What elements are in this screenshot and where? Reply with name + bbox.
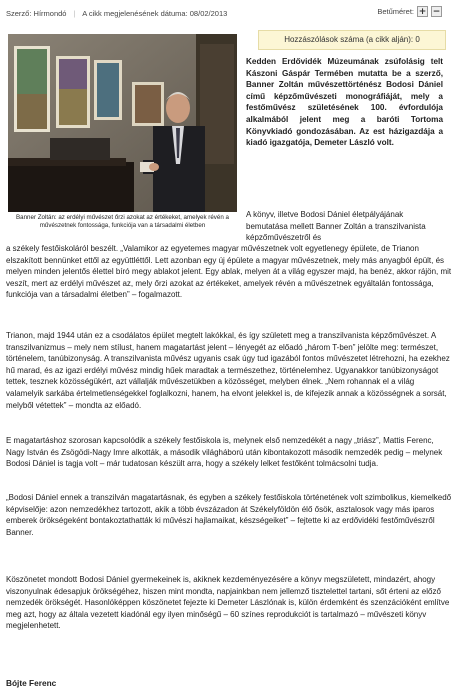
paragraph-3: E magatartáshoz szorosan kapcsolódik a székely festőiskola is, melynek első nemzedékét a nagy „triász”, Mattis Ferenc, Nagy István és Zsögödi-Nagy Imre alkották, a második világháború után kibontakozott második nemzedék pedig – melynek Bodosi Dániel is tagja volt – már tudatosan készült arra, hogy a székely lelket festőként tolmácsolni tudja.: [6, 436, 443, 469]
paragraph-5: Köszönetet mondott Bodosi Dániel gyermekeinek is, akiknek kezdeményezésére a könyv megszületett, mindazért, ahogy viszonyulnak édesapjuk örökségéhez, hiszen mint mondta, napjainkban nem jellemző tisztelettel tartani, sőt érteni az előző nemzedék örökségét. Hasonlóképpen köszönetet fejezte ki Demeter Lászlónak is, külön érdemként és szenzációként említve meg azt, hogy az általa vezetett kiadónál egy ilyen minőségű – 60 színes reprodukciót is tartalmazó – művészeti könyv megjelenhetett.: [6, 575, 450, 631]
font-increase-button[interactable]: +: [418, 7, 427, 17]
photo-caption: Banner Zoltán: az erdélyi művészet őrzi azokat az értékeket, amelyek révén a művészetnek fontossága, funkciója van a társadalmi életben: [16, 214, 229, 229]
paragraph-4: „Bodosi Dániel ennek a transzilván magatartásnak, és egyben a székely festőiskola történetének volt szimbolikus, kiemelkedő képviselője: azon nemzedékhez tartozott, akik a több évszázadon át Székelyföldön élő ősök, asztalosok vagy más iparos emberek örökségeként bontakoztathatták ki művészi hajlamaikat, készségeiket” – fejtette ki az erdővidéki festőművészről Banner.: [6, 493, 452, 537]
author-label: Szerző:: [6, 9, 32, 18]
date-label: A cikk megjelenésének dátuma:: [82, 9, 188, 18]
comment-count-box[interactable]: [258, 30, 446, 50]
article-figure: [8, 34, 237, 242]
comment-count-text[interactable]: Hozzászólások száma (a cikk alján): 0: [284, 35, 420, 44]
paragraph-2: Trianon, majd 1944 után ez a csodálatos épület megtelt lakókkal, és így született meg a transzilvanista képzőművészet. A transzilvanizmus – mely nem stílust, hanem magatartást jelent – lényegét az előadó „három T-ben” jelölte meg: természet, történelem, tanúbizonyság. A transzilvanista művész ugyanis csak úgy tud igazából fontos művészetet létrehozni, ha ezekhez hű marad, és az igazi erdélyi művész mindig hűek maradtak a természethez, történelemhez. Ugyanakkor tanúbizonyságot tettek, tesznek közösségükért, azt vállalják művészetükben a közösséget, melyben élnek. „Nem rohannak el a világ valamelyik sarkába értelmetlenségekkel foglalkozni, hanem, ha elvont jelekkel is, de kifejezik annak a közösségnek a sorsát, melyből vétettek” – mondta az előadó.: [6, 331, 450, 410]
article-meta: [6, 9, 227, 18]
font-size-label: Betűméret:: [377, 7, 414, 16]
article-signature: Bójte Ferenc: [6, 678, 57, 688]
font-size-control: [377, 6, 442, 17]
paragraph-1-intro: A könyv, illetve Bodosi Dániel életpályájának bemutatása mellett Banner Zoltán a transzilvanista képzőművészetről és: [246, 210, 426, 243]
article-photo[interactable]: [8, 34, 237, 212]
font-decrease-button[interactable]: −: [432, 7, 441, 17]
article-meta-bar: [0, 0, 460, 26]
photo-illustration: [8, 34, 237, 212]
meta-separator: |: [73, 9, 76, 18]
paragraph-1: a székely festőiskoláról beszélt. „Valamikor az egyetemes magyar művészetnek volt egyetlenegy épülete, de Trianon elszakított bennünket ettől az együttléttől. Lett azonban egy új épülete a magyar művészetnek, mely más anyagból épült, és melyen minden jelentős élettel bíró megy ablakot jelent. Egy ablak, melyen át a világ egyszer majd, ha benéz, akkor rájön, mit veszít, mert az erdélyi művészet az, mely őrzi azokat az értékeket, amelyek révén a művészetnek egyáltalán fontossága, funkciója van a társadalmi életben” – fogalmazott.: [6, 244, 452, 300]
article-lead: Kedden Erdővidék Múzeumának zsúfolásig telt Kászoni Gáspár Termében mutatta be a szerző, Banner Zoltán művészettörténész Bodosi Dániel című képzőművészeti monográfiáját, mely a festőművész születésének 100. évfordulója alkalmából jelent meg a baróti Tortoma Könyvkiadó gondozásában. Az est házigazdája a kiadó igazgatója, Demeter László volt.: [246, 57, 443, 148]
publish-date: 08/02/2013: [189, 9, 228, 18]
author-name[interactable]: Hírmondó: [33, 9, 67, 18]
